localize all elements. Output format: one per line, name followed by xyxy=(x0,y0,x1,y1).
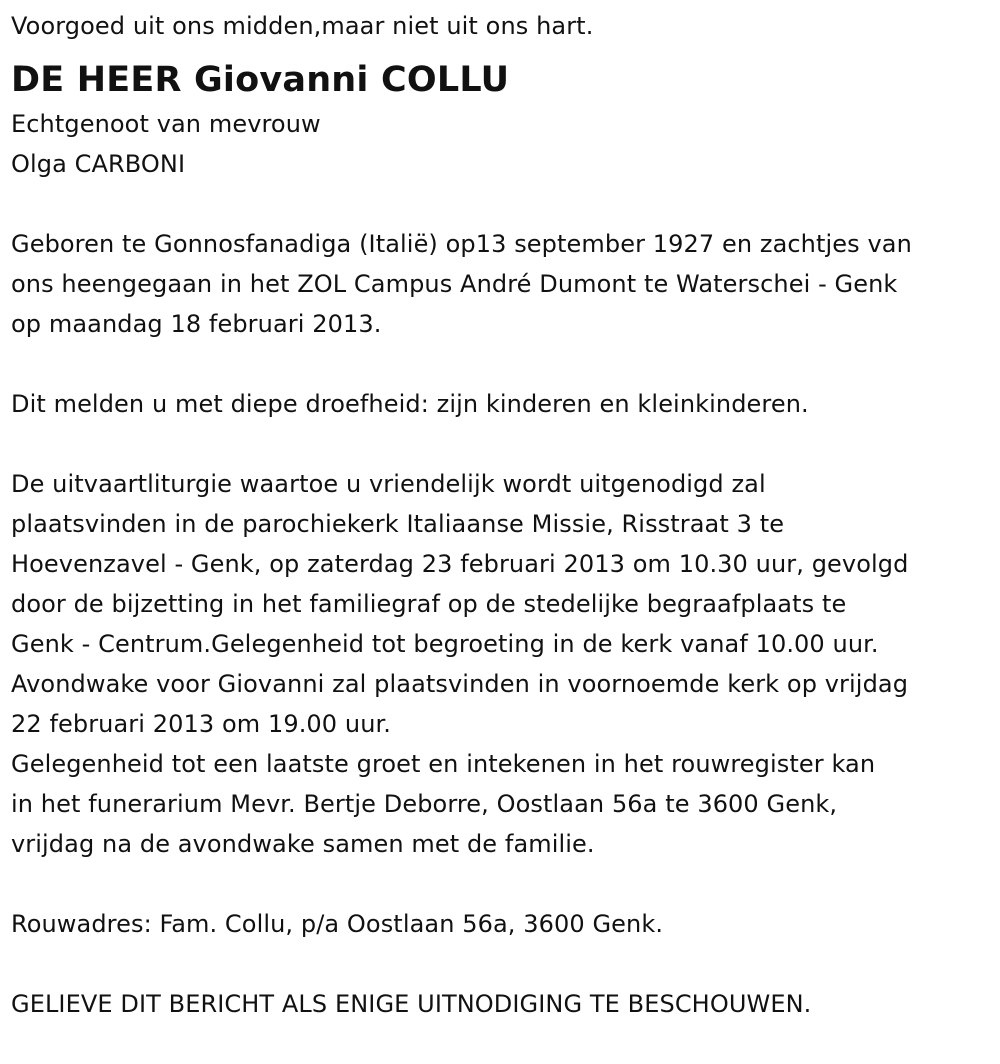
spacer xyxy=(11,424,996,464)
funeral-line: 22 februari 2013 om 19.00 uur. xyxy=(11,710,392,738)
spouse-line-1: Echtgenoot van mevrouw xyxy=(11,110,321,138)
mourning-address: Rouwadres: Fam. Collu, p/a Oostlaan 56a, 3600 Genk. xyxy=(11,910,664,938)
spacer xyxy=(11,864,996,904)
deceased-name: DE HEER Giovanni COLLU xyxy=(11,60,510,100)
spacer xyxy=(11,944,996,984)
spouse-line-2: Olga CARBONI xyxy=(11,150,186,178)
funeral-line: door de bijzetting in het familiegraf op de stedelijke begraafplaats te xyxy=(11,590,847,618)
closing-notice: GELIEVE DIT BERICHT ALS ENIGE UITNODIGING TE BESCHOUWEN. xyxy=(11,990,812,1018)
birth-death-line: ons heengegaan in het ZOL Campus André Dumont te Waterschei - Genk xyxy=(11,270,898,298)
birth-death-line: Geboren te Gonnosfanadiga (Italië) op13 september 1927 en zachtjes van xyxy=(11,230,912,258)
announcement: Dit melden u met diepe droefheid: zijn kinderen en kleinkinderen. xyxy=(11,390,809,418)
funeral-line: Hoevenzavel - Genk, op zaterdag 23 februari 2013 om 10.30 uur, gevolgd xyxy=(11,550,909,578)
obituary-document xyxy=(11,0,996,1024)
birth-death-paragraph xyxy=(11,224,996,344)
funeral-line: Genk - Centrum.Gelegenheid tot begroeting in de kerk vanaf 10.00 uur. xyxy=(11,630,879,658)
spacer xyxy=(11,344,996,384)
funeral-line: Gelegenheid tot een laatste groet en intekenen in het rouwregister kan xyxy=(11,750,876,778)
funeral-paragraph xyxy=(11,464,996,864)
motto: Voorgoed uit ons midden,maar niet uit ons hart. xyxy=(11,12,594,40)
spacer xyxy=(11,184,996,224)
funeral-line: plaatsvinden in de parochiekerk Italiaanse Missie, Risstraat 3 te xyxy=(11,510,785,538)
funeral-line: Avondwake voor Giovanni zal plaatsvinden in voornoemde kerk op vrijdag xyxy=(11,670,909,698)
funeral-line: De uitvaartliturgie waartoe u vriendelijk wordt uitgenodigd zal xyxy=(11,470,766,498)
funeral-line: vrijdag na de avondwake samen met de familie. xyxy=(11,830,595,858)
birth-death-line: op maandag 18 februari 2013. xyxy=(11,310,382,338)
funeral-line: in het funerarium Mevr. Bertje Deborre, Oostlaan 56a te 3600 Genk, xyxy=(11,790,838,818)
